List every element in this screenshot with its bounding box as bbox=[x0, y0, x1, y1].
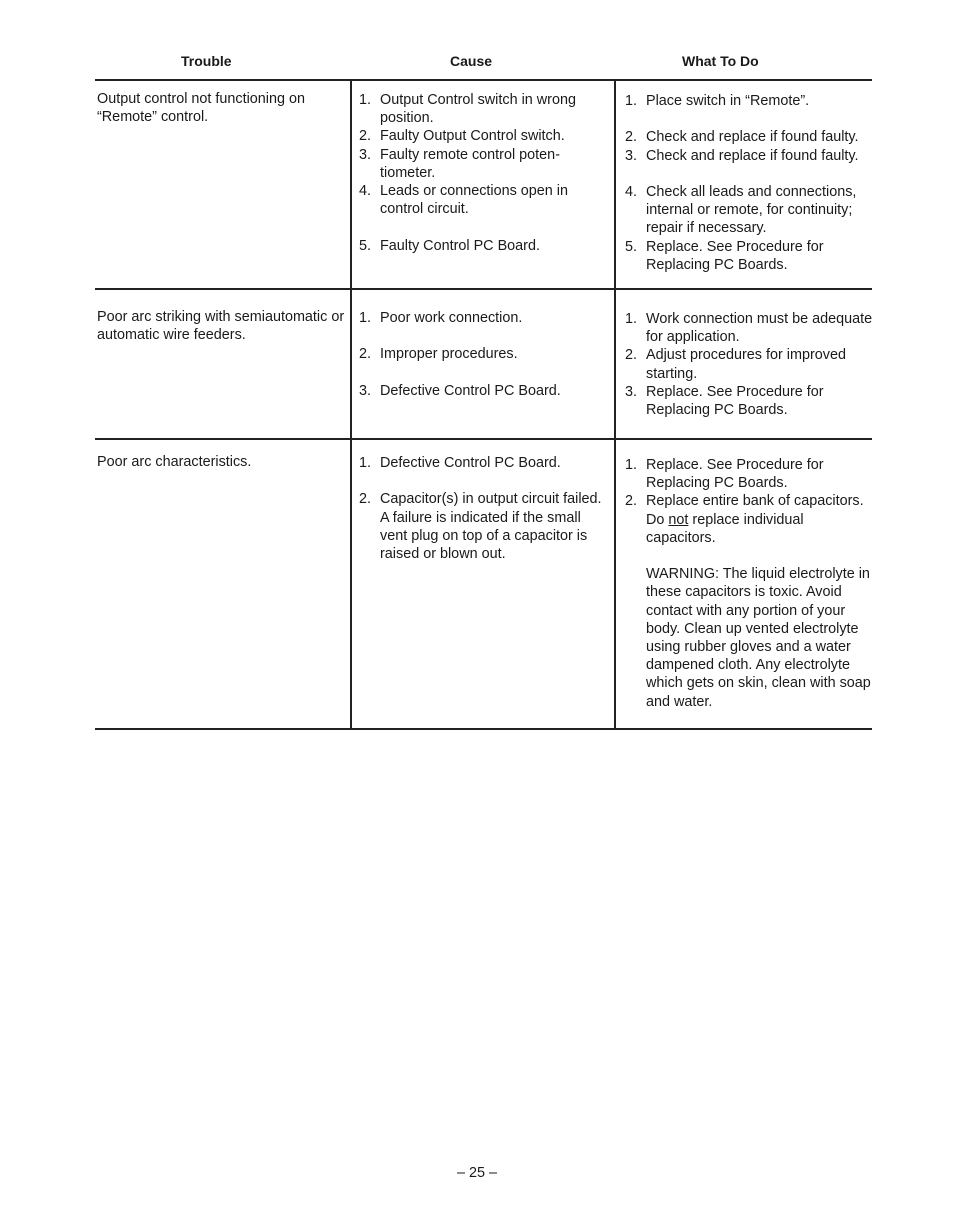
list-item: 1. Place switch in “Remote”. bbox=[625, 93, 810, 109]
list-item: 2. Capacitor(s) in output circuit failed. A failure is indicated if the small vent plug on top of a capacitor is raised or blown out. bbox=[359, 491, 602, 562]
trouble-cell: Output control not functioning on “Remote” control. bbox=[97, 91, 306, 126]
column-divider bbox=[350, 80, 352, 729]
column-divider bbox=[614, 80, 616, 729]
list-item: 1. Poor work connection. bbox=[359, 310, 523, 326]
list-item: 2. Replace entire bank of capacitors. Do not replace individual capacitors. bbox=[625, 493, 864, 546]
trouble-cell: Poor arc characteristics. bbox=[97, 454, 252, 470]
header-cause: Cause bbox=[450, 53, 493, 69]
cause-cell bbox=[359, 309, 609, 400]
list-item: 2. Adjust procedures for improved starting. bbox=[625, 347, 846, 382]
list-item: 3. Replace. See Procedure for Replacing PC Boards. bbox=[625, 383, 824, 419]
underlined-word: not bbox=[668, 511, 689, 528]
action-cell bbox=[625, 92, 875, 274]
list-item: 1. Output Control switch in wrong position. bbox=[359, 92, 576, 127]
list-item: 5. Replace. See Procedure for Replacing PC Boards. bbox=[625, 238, 824, 273]
list-item: 3. Check and replace if found faulty. bbox=[625, 147, 859, 164]
list-item: 5. Faulty Control PC Board. bbox=[359, 237, 540, 254]
header-trouble: Trouble bbox=[181, 53, 232, 69]
header-rule bbox=[95, 79, 872, 81]
list-item: 1. Work connection must be adequate for application. bbox=[625, 311, 873, 346]
page-number: – 25 – bbox=[456, 1165, 497, 1181]
action-cell bbox=[625, 310, 875, 419]
cause-cell bbox=[359, 91, 609, 255]
header-what-to-do: What To Do bbox=[682, 53, 759, 69]
row-divider bbox=[95, 438, 872, 440]
list-item: 4. Check all leads and connections, internal or remote, for continuity; repair if necessary. bbox=[625, 183, 857, 237]
list-item: 1. Replace. See Procedure for Replacing PC Boards. bbox=[625, 457, 824, 492]
list-item: 2. Improper procedures. bbox=[359, 346, 518, 363]
list-item: 2. Faulty Output Control switch. bbox=[359, 128, 565, 145]
action-cell bbox=[625, 456, 875, 711]
list-item: 4. Leads or connections open in control circuit. bbox=[359, 183, 569, 218]
cause-cell bbox=[359, 454, 609, 563]
trouble-cell: Poor arc striking with semiautomatic or automatic wire feeders. bbox=[97, 309, 345, 344]
list-item: 3. Defective Control PC Board. bbox=[359, 382, 561, 399]
list-item: 1. Defective Control PC Board. bbox=[359, 455, 561, 471]
list-item: 3. Faulty remote control potentiometer. bbox=[359, 146, 560, 181]
warning-text: WARNING: The liquid electrolyte in these capacitors is toxic. Avoid contact with any portion of your body. Clean up vented electrolyte using rubber gloves and a water dampened cloth. Any electrolyte which gets on skin, clean with soap and water. bbox=[646, 566, 871, 710]
list-item: 2. Check and replace if found faulty. bbox=[625, 129, 859, 146]
row-divider bbox=[95, 288, 872, 290]
table-bottom-rule bbox=[95, 728, 872, 730]
